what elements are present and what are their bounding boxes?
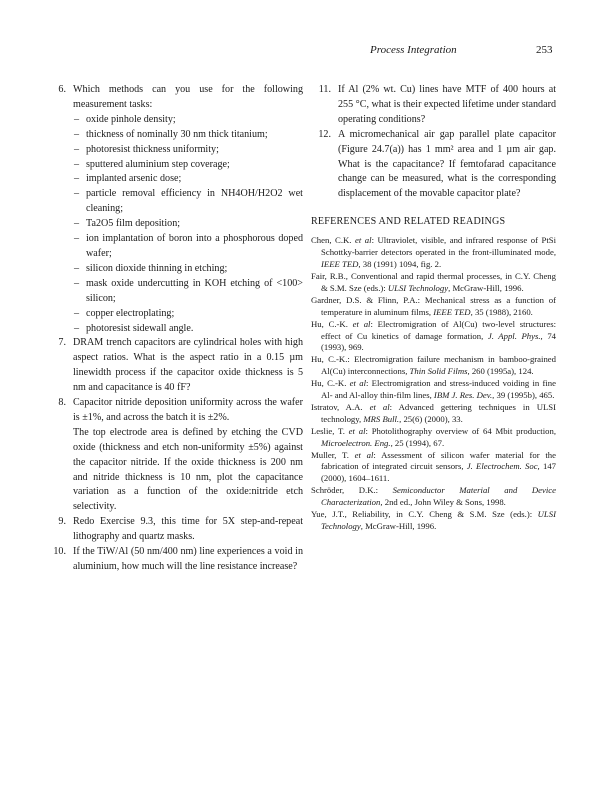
reference-text: , McGraw-Hill, 1996. bbox=[360, 521, 437, 531]
page-number: 253 bbox=[536, 44, 553, 56]
list-item bbox=[46, 307, 303, 322]
reference-text: , 25 (1994), 67. bbox=[390, 437, 445, 448]
dash-bullet: – bbox=[74, 233, 80, 245]
list-item-text: Ta2O5 film deposition; bbox=[86, 218, 181, 230]
references-list bbox=[311, 235, 556, 533]
question-6 bbox=[46, 83, 303, 113]
reference-text: , McGraw-Hill, 1996. bbox=[448, 282, 524, 293]
reference-item bbox=[311, 402, 556, 426]
running-title: Process Integration bbox=[370, 44, 457, 56]
question-text: A micromechanical air gap parallel plate capacitor (Figure 24.7(a)) has 1 mm² area and 1 µm air gap. What is the capacitance? If femtofarad capacitance change can be measured, what is the corresponding displacement of the movable capacitor plate? bbox=[338, 128, 556, 200]
question-text: If Al (2% wt. Cu) lines have MTF of 400 hours at 255 °C, what is their expected lifetime under standard operating conditions? bbox=[338, 84, 556, 125]
list-item bbox=[46, 322, 303, 337]
list-item bbox=[46, 128, 303, 143]
running-header bbox=[0, 44, 615, 60]
reference-italic: ULSI Technology bbox=[387, 282, 449, 293]
reference-item bbox=[311, 319, 556, 355]
reference-italic: Thin Solid Films bbox=[409, 366, 468, 377]
reference-italic: et al bbox=[349, 378, 366, 389]
list-item-text: photoresist thickness uniformity; bbox=[86, 143, 219, 155]
question-text: Redo Exercise 9.3, this time for 5X step-and-repeat lithography and quartz masks. bbox=[73, 516, 303, 543]
question-number: 7. bbox=[58, 337, 66, 349]
question-number: 9. bbox=[58, 516, 66, 528]
reference-text: , 39 (1995b), 465. bbox=[492, 390, 555, 401]
reference-item bbox=[311, 295, 556, 319]
question-text: Capacitor nitride deposition uniformity across the wafer is ±1%, and across the batch it is ±2%. bbox=[73, 397, 303, 423]
list-item-text: implanted arsenic dose; bbox=[86, 173, 182, 185]
reference-italic: IBM J. Res. Dev. bbox=[433, 390, 493, 401]
reference-text: Hu, C.-K. bbox=[311, 378, 350, 389]
reference-item bbox=[311, 485, 556, 509]
reference-text: : Electromigration and stress-induced voiding in fine Al- and Al-alloy thin-film lines, bbox=[321, 378, 556, 401]
question-9 bbox=[46, 515, 303, 545]
list-item bbox=[46, 172, 303, 187]
dash-bullet: – bbox=[74, 128, 80, 140]
dash-bullet: – bbox=[74, 277, 80, 289]
dash-bullet: – bbox=[74, 218, 80, 230]
reference-item bbox=[311, 378, 556, 402]
reference-italic: ULSI Technology bbox=[321, 509, 556, 531]
question-number: 11. bbox=[318, 84, 331, 95]
list-item bbox=[46, 143, 303, 158]
reference-text: Istratov, A.A. bbox=[311, 401, 370, 412]
right-column bbox=[311, 83, 556, 533]
question-8 bbox=[46, 396, 303, 515]
list-item-text: thickness of nominally 30 nm thick titanium; bbox=[86, 128, 268, 140]
reference-italic: J. Electrochem. Soc, bbox=[466, 461, 540, 472]
reference-text: Leslie, T. bbox=[311, 425, 349, 436]
reference-text: Gardner, D.S. & Flinn, P.A.: Mechanical stress as a function of temperature in aluminum films, bbox=[311, 294, 556, 317]
reference-text: , 2nd ed., John Wiley & Sons, 1998. bbox=[380, 497, 506, 508]
list-item bbox=[46, 232, 303, 262]
list-item-text: silicon dioxide thinning in etching; bbox=[86, 262, 228, 274]
dash-bullet: – bbox=[74, 322, 80, 334]
question-12 bbox=[311, 128, 556, 203]
question-number: 12. bbox=[318, 128, 331, 140]
reference-text: : Photolithography overview of 64 Mbit production, bbox=[365, 425, 556, 436]
list-item bbox=[46, 262, 303, 277]
reference-italic: et al bbox=[354, 449, 374, 460]
list-item-text: oxide pinhole density; bbox=[86, 113, 176, 125]
reference-text: Fair, R.B., Conventional and rapid thermal processes, in C.Y. Cheng & S.M. Sze (eds.): bbox=[311, 270, 556, 293]
dash-bullet: – bbox=[74, 262, 80, 274]
question-text: Which methods can you use for the following measurement tasks: bbox=[73, 84, 303, 110]
dash-bullet: – bbox=[74, 307, 80, 319]
question-number: 6. bbox=[58, 84, 66, 95]
reference-item bbox=[311, 235, 556, 271]
reference-italic: IEEE TED bbox=[433, 306, 471, 317]
question-6-list bbox=[46, 113, 303, 337]
reference-italic: et al bbox=[352, 318, 371, 329]
reference-italic: J. Appl. Phys. bbox=[487, 330, 541, 341]
list-item bbox=[46, 158, 303, 173]
reference-text: , 25(6) (2000), 33. bbox=[399, 413, 463, 424]
dash-bullet: – bbox=[74, 143, 80, 155]
reference-text: 147 (2000), 1604–1611. bbox=[321, 461, 557, 484]
list-item-text: copper electroplating; bbox=[86, 307, 175, 319]
dash-bullet: – bbox=[74, 173, 80, 185]
reference-text: Schröder, D.K.: bbox=[311, 485, 393, 496]
reference-italic: MRS Bull. bbox=[363, 413, 400, 424]
question-7 bbox=[46, 336, 303, 396]
list-item-text: mask oxide undercutting in KOH etching of <100> silicon; bbox=[86, 277, 303, 304]
list-item-text: photoresist sidewall angle. bbox=[86, 322, 194, 334]
reference-item bbox=[311, 450, 556, 486]
reference-italic: et al bbox=[355, 235, 372, 246]
references-heading: REFERENCES AND RELATED READINGS bbox=[311, 216, 506, 228]
reference-item bbox=[311, 271, 556, 295]
reference-text: , 38 (1991) 1094, fig. 2. bbox=[358, 259, 442, 270]
left-column bbox=[46, 83, 303, 575]
list-item bbox=[46, 217, 303, 232]
reference-text: Yue, J.T., Reliability, in C.Y. Cheng & S.M. Sze (eds.): bbox=[311, 509, 538, 520]
reference-text: , 35 (1988), 2160. bbox=[470, 306, 533, 317]
reference-item bbox=[311, 354, 556, 378]
reference-italic: IEEE TED bbox=[321, 259, 359, 270]
question-10 bbox=[46, 545, 303, 575]
list-item bbox=[46, 113, 303, 128]
question-text: If the TiW/Al (50 nm/400 nm) line experiences a void in aluminium, how much will the line resistance increase? bbox=[73, 546, 303, 572]
question-text: DRAM trench capacitors are cylindrical holes with high aspect ratios. What is the aspect ratio in a 0.15 µm linewidth process if the capacitor oxide thickness is 5 nm and capacitance is 40 fF? bbox=[73, 337, 303, 394]
reference-text: , 74 (1993), 969. bbox=[321, 330, 556, 353]
reference-text: : Electromigration of Al(Cu) two-level structures: effect of Cu kinetics of damage formation, bbox=[321, 318, 556, 341]
reference-text: Hu, C.-K. bbox=[311, 318, 353, 329]
list-item bbox=[46, 277, 303, 307]
reference-text: Chen, C.K. bbox=[311, 235, 355, 246]
question-number: 8. bbox=[58, 397, 66, 409]
list-item-text: sputtered aluminium step coverage; bbox=[86, 158, 230, 170]
question-11 bbox=[311, 83, 556, 128]
reference-text: , 260 (1995a), 124. bbox=[467, 366, 534, 377]
reference-text: : Assessment of silicon wafer material for the fabrication of integrated circuit sensors, bbox=[321, 449, 556, 472]
reference-italic: et al bbox=[369, 401, 390, 412]
reference-italic: et al bbox=[348, 425, 366, 436]
reference-text: : Ultraviolet, visible, and infrared response of PtSi Schottky-barrier detectors operated in the front-illuminated mode, bbox=[321, 235, 557, 258]
reference-item bbox=[311, 509, 556, 533]
reference-item bbox=[311, 426, 556, 450]
reference-italic: Semiconductor Material and Device Characterization bbox=[321, 485, 556, 508]
reference-text: : Advanced gettering techniques in ULSI technology, bbox=[321, 401, 556, 424]
reference-text: Muller, T. bbox=[311, 449, 355, 460]
list-item bbox=[46, 187, 303, 217]
dash-bullet: – bbox=[74, 188, 80, 200]
dash-bullet: – bbox=[74, 158, 80, 170]
reference-text: Hu, C.-K.: Electromigration failure mechanism in bamboo-grained Al(Cu) interconnections, bbox=[311, 354, 556, 377]
question-number: 10. bbox=[53, 546, 66, 558]
dash-bullet: – bbox=[74, 113, 80, 125]
list-item-text: particle removal efficiency in NH4OH/H2O2 wet cleaning; bbox=[86, 188, 303, 215]
question-text-continued: The top electrode area is defined by etching the CVD oxide (thickness and etch non-uniformity ±5%) against the capacitor nitride. If the oxide thickness is 200 nm and nitride thickness is 10 nm, plot the capacitance variation as a function of the oxide:nitride etch selectivity. bbox=[73, 426, 303, 513]
list-item-text: ion implantation of boron into a phosphorous doped wafer; bbox=[86, 233, 303, 259]
reference-italic: Microelectron. Eng. bbox=[321, 437, 391, 448]
